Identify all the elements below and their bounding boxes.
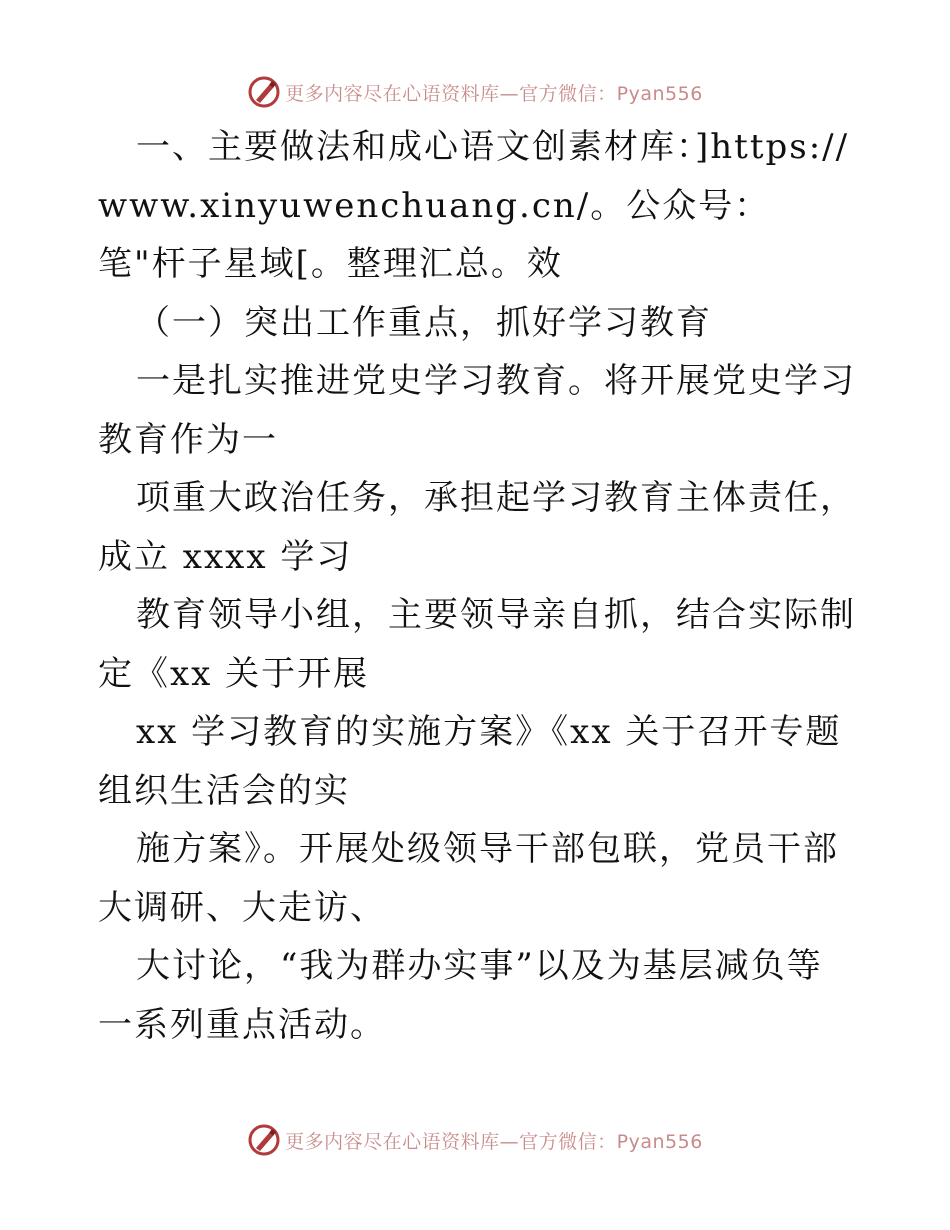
document-body	[98, 118, 858, 1054]
paragraph-heading-main: 一、主要做法和成心语文创素材库：]https://www.xinyuwenchuang.cn/。公众号：笔"杆子星域[。整理汇总。效	[98, 127, 850, 284]
paragraph-text: 大讨论，“我为群办实事”以及为基层减负等一系列重点活动。	[98, 946, 823, 1045]
paragraph-text: 教育领导小组，主要领导亲自抓，结合实际制定《xx 关于开展	[98, 595, 856, 694]
header-watermark-banner	[0, 72, 950, 112]
header-banner-text: 更多内容尽在心语资料库—官方微信：Pyan556	[285, 82, 703, 105]
paragraph-text: 项重大政治任务，承担起学习教育主体责任，成立 xxxx 学习	[98, 478, 856, 577]
pen-circle-logo-icon	[247, 1123, 281, 1157]
paragraph-subheading-1: （一）突出工作重点，抓好学习教育	[136, 302, 712, 343]
paragraph-text: 一是扎实推进党史学习教育。将开展党史学习教育作为一	[98, 361, 856, 460]
pen-circle-logo-icon	[247, 75, 281, 109]
footer-banner-text: 更多内容尽在心语资料库—官方微信：Pyan556	[285, 1130, 703, 1153]
paragraph-text: xx 学习教育的实施方案》《xx 关于召开专题组织生活会的实	[98, 712, 842, 811]
paragraph-text: 施方案》。开展处级领导干部包联，党员干部大调研、大走访、	[98, 829, 839, 928]
footer-watermark-banner	[0, 1120, 950, 1160]
